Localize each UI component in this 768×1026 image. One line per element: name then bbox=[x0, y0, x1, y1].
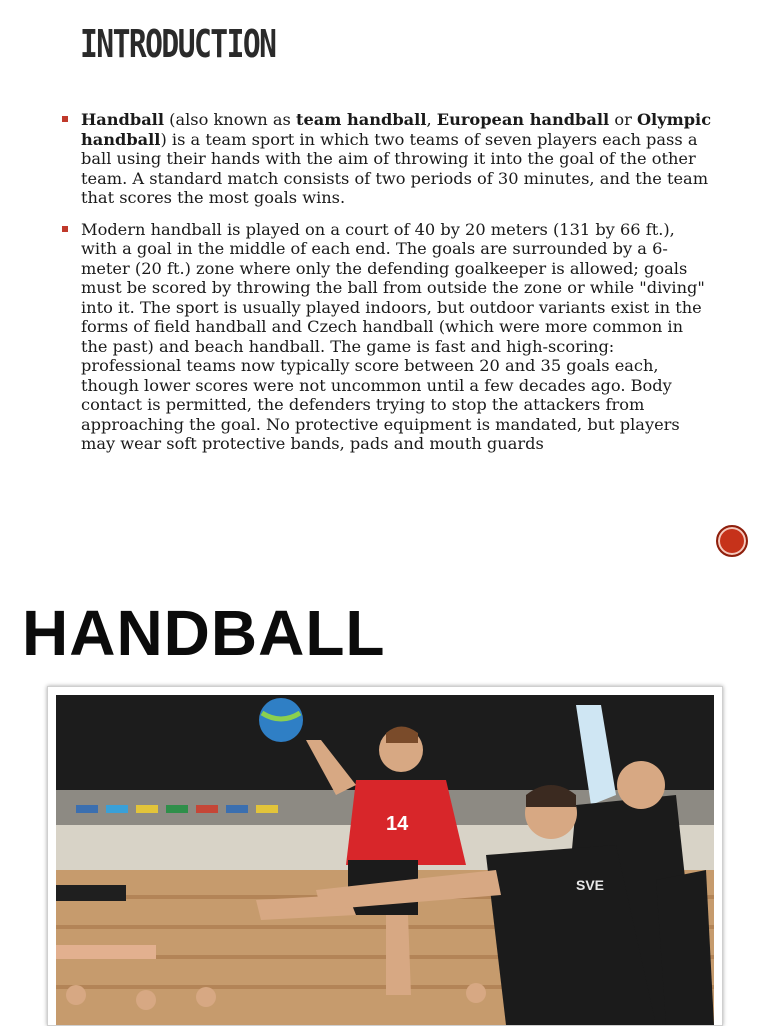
bullet-text: Modern handball is played on a court of 40 by 20 meters (131 by 66 ft.), with a goal in the middle of each end. The goals are surrounded by a 6-meter (20 ft.) zone where only the defending goalkeeper is allowed; goals must be scored by throwing the ball from outside the zone or while "diving" into it. The sport is usually played indoors, but outdoor variants exist in the forms of field handball and Czech handball (which were more common in the past) and beach handball. The game is fast and high-scoring: professional teams now typically score between 20 and 35 goals each, though lower scores were not uncommon until a few decades ago. Body contact is permitted, the defenders trying to stop the attackers from approaching the goal. No protective equipment is mandated, but players may wear soft protective bands, pads and mouth guards bbox=[81, 219, 705, 453]
bullet-item bbox=[62, 220, 712, 454]
slide-title: INTRODUCTION bbox=[80, 22, 276, 66]
handball-photo bbox=[56, 695, 714, 1025]
bullet-item bbox=[62, 110, 712, 208]
handball-photo-illustration bbox=[56, 695, 714, 1025]
bold-term: team handball bbox=[295, 110, 427, 129]
handball-heading: HANDBALL bbox=[22, 597, 386, 669]
bullet-marker bbox=[62, 226, 68, 232]
bold-term: Handball bbox=[81, 110, 164, 129]
bullet-marker bbox=[62, 116, 68, 122]
jersey-text: SVE bbox=[576, 877, 605, 893]
next-slide-button[interactable] bbox=[716, 525, 748, 557]
bold-term: European handball bbox=[436, 110, 610, 129]
bullet-list bbox=[62, 110, 712, 466]
bullet-text: (also known as bbox=[163, 110, 296, 129]
bullet-text: , bbox=[426, 110, 437, 129]
photo-frame bbox=[47, 686, 723, 1026]
bullet-text: ) is a team sport in which two teams of seven players each pass a ball using their hands with the aim of throwing it into the goal of the other team. A standard match consists of two periods of 30 minutes, and the team that scores the most goals wins. bbox=[81, 129, 709, 207]
bullet-text: or bbox=[609, 110, 637, 129]
bold-term: Olympic handball bbox=[81, 110, 712, 149]
jersey-number: 14 bbox=[386, 813, 409, 835]
